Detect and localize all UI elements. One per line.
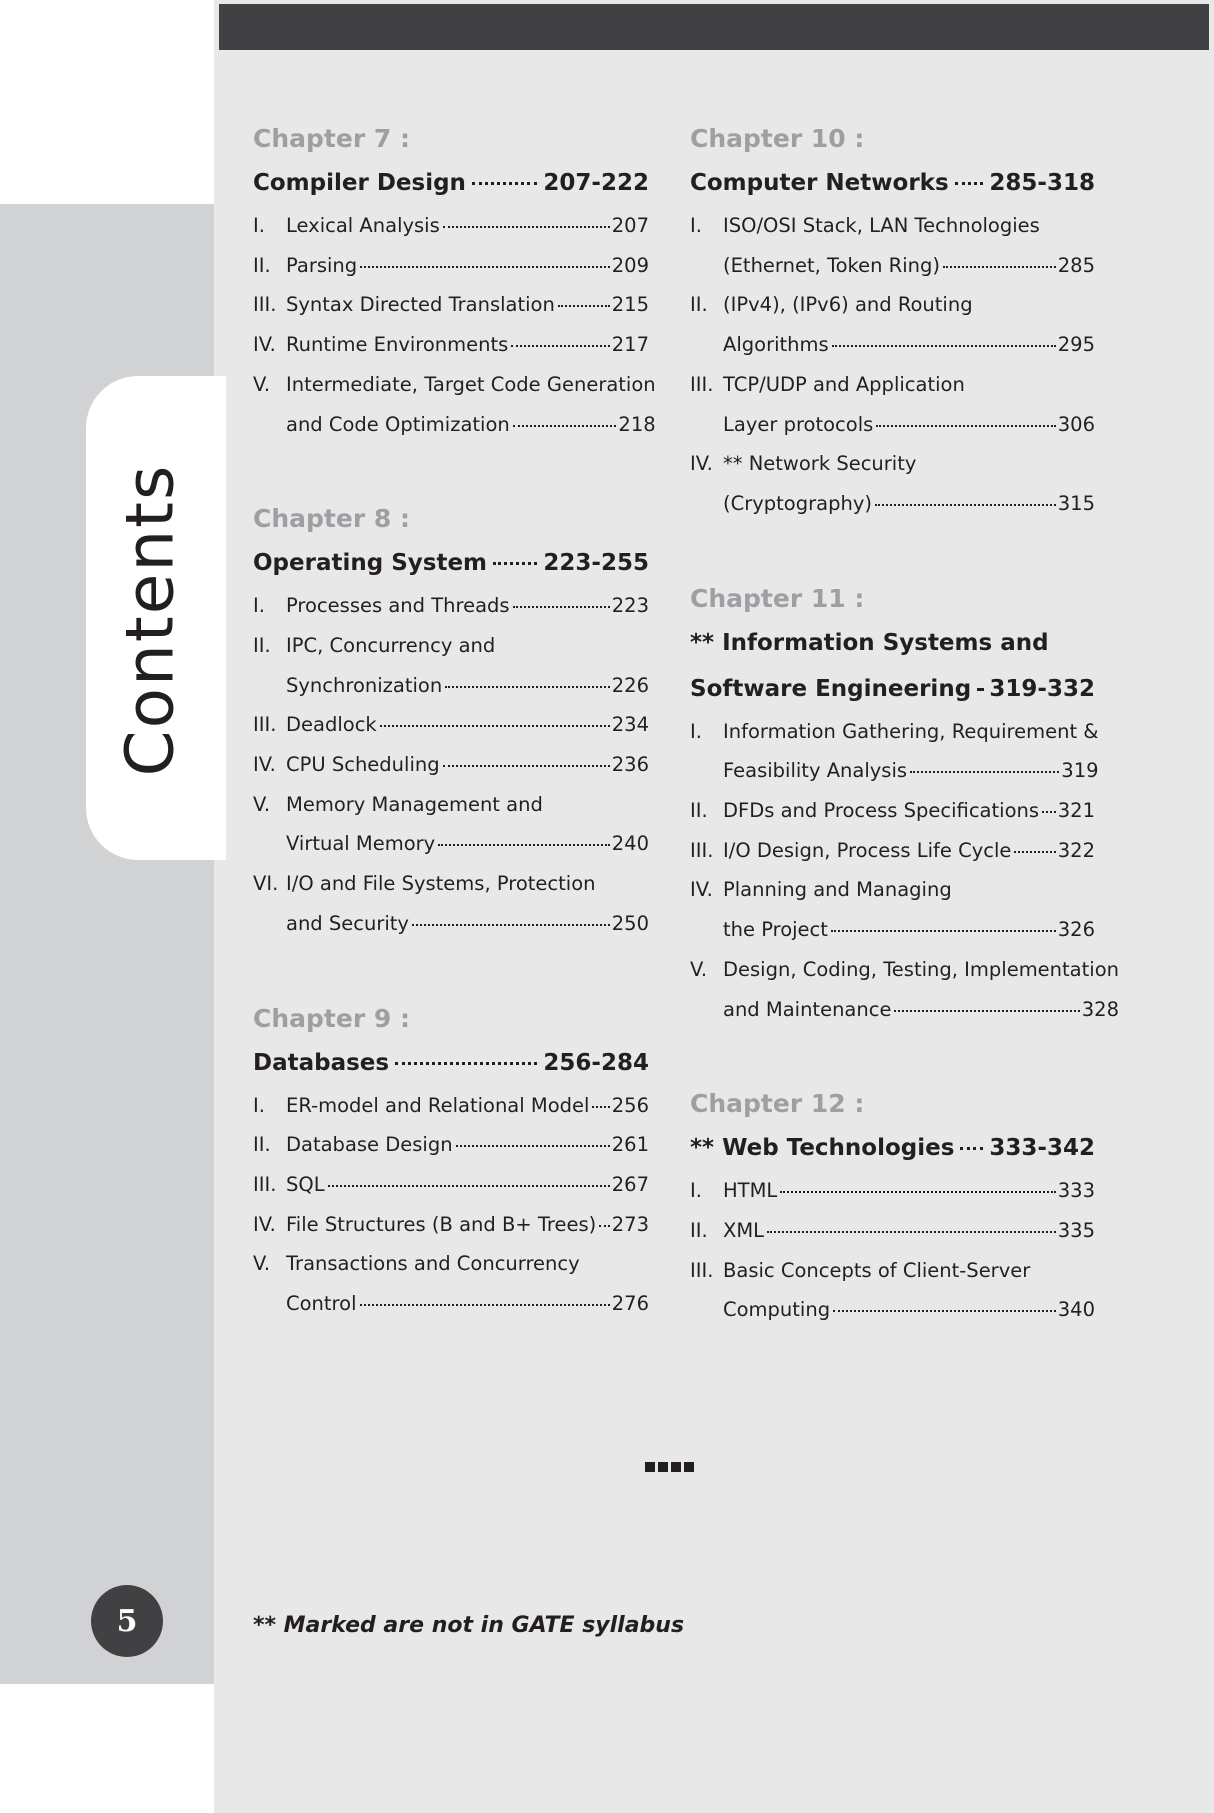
- topic-entry: [253, 1244, 649, 1323]
- chapter-section: [690, 118, 1095, 524]
- topic-text: (IPv4), (IPv6) and Routing: [723, 293, 973, 317]
- topic-page: 328: [1081, 997, 1119, 1021]
- topic-number: I.: [253, 214, 265, 237]
- topic-text: Basic Concepts of Client-Server: [723, 1258, 1031, 1282]
- topic-page: 218: [618, 412, 656, 436]
- topic-body: [286, 864, 649, 943]
- topic-text: Control: [286, 1292, 357, 1316]
- topic-line: [286, 1244, 649, 1284]
- leader-dots: [875, 504, 1056, 506]
- chapter-title-text: ** Web Technologies: [690, 1135, 955, 1162]
- topic-text: Processes and Threads: [286, 594, 510, 618]
- topic-text: IPC, Concurrency and: [286, 633, 496, 657]
- page-range: 285-318: [989, 170, 1095, 196]
- topic-page: 322: [1057, 838, 1095, 862]
- topic-line: [723, 1290, 1095, 1330]
- topic-line: [286, 705, 649, 745]
- square-mark: [658, 1462, 668, 1472]
- topic-page: 226: [611, 673, 649, 697]
- topic-text: and Code Optimization: [286, 412, 510, 436]
- topic-page: 207: [611, 214, 649, 237]
- topic-body: [286, 285, 649, 325]
- topic-text: XML: [723, 1218, 765, 1242]
- topic-entry: [690, 285, 1095, 364]
- chapter-section: [690, 578, 1119, 1030]
- chapter-section: [690, 1083, 1095, 1330]
- topic-text: Design, Coding, Testing, Implementation: [723, 957, 1119, 981]
- leader-dots: [767, 1231, 1056, 1233]
- topic-text: Virtual Memory: [286, 832, 436, 856]
- topic-body: [723, 1171, 1095, 1211]
- topic-page: 315: [1057, 491, 1095, 515]
- topic-text: TCP/UDP and Application: [723, 372, 965, 396]
- square-mark: [645, 1462, 655, 1472]
- topic-number: II.: [253, 1133, 271, 1157]
- header-bar: [219, 4, 1209, 50]
- topic-page: 306: [1057, 412, 1095, 436]
- topic-body: [286, 206, 649, 246]
- leader-dots: [558, 305, 610, 307]
- topic-text: Layer protocols: [723, 412, 874, 436]
- topic-text: Planning and Managing: [723, 878, 952, 902]
- topic-text: File Structures (B and B+ Trees): [286, 1212, 597, 1236]
- topic-number: III.: [253, 293, 277, 317]
- topic-page: 333: [1057, 1179, 1095, 1203]
- topic-body: [723, 950, 1119, 1029]
- topic-entry: [253, 1165, 649, 1205]
- topic-entry: [690, 1211, 1095, 1251]
- topic-entry: [690, 831, 1095, 871]
- topic-body: [723, 1251, 1095, 1330]
- topic-body: [723, 206, 1095, 285]
- topic-line: [723, 831, 1095, 871]
- topic-number: II.: [690, 293, 708, 317]
- leader-dots: [412, 924, 610, 926]
- leader-dots: [832, 345, 1056, 347]
- topic-number: VI.: [253, 872, 279, 896]
- topic-page: 326: [1057, 918, 1095, 942]
- square-mark: [684, 1462, 694, 1472]
- topic-line: [286, 405, 656, 445]
- topic-line: [286, 246, 649, 286]
- topic-line: [723, 751, 1099, 791]
- chapter-title: [690, 1125, 1095, 1171]
- topic-number: III.: [690, 838, 714, 862]
- topic-line: [286, 206, 649, 246]
- topic-line: [723, 712, 1099, 752]
- topic-entry: [253, 246, 649, 286]
- topic-line: [286, 626, 649, 666]
- topic-entry: [690, 870, 1095, 949]
- topic-number: V.: [253, 372, 271, 396]
- topic-text: Intermediate, Target Code Generation: [286, 372, 656, 396]
- topic-line: [286, 1086, 649, 1126]
- topic-entry: [253, 705, 649, 745]
- topic-line: [723, 990, 1119, 1030]
- topic-page: 319: [1061, 759, 1099, 783]
- topic-number: III.: [690, 372, 714, 396]
- topic-line: [723, 484, 1095, 524]
- topic-line: [723, 1211, 1095, 1251]
- topic-body: [286, 1244, 649, 1323]
- leader-dots: [328, 1185, 610, 1187]
- leader-dots: [876, 425, 1055, 427]
- chapter-label: Chapter 12 :: [690, 1089, 865, 1119]
- topic-number: I.: [690, 214, 702, 237]
- leader-dots: [395, 1062, 537, 1065]
- topic-body: [286, 705, 649, 745]
- leader-dots: [910, 771, 1059, 773]
- leader-dots: [599, 1225, 609, 1227]
- topic-text: Lexical Analysis: [286, 214, 440, 237]
- topic-text: Deadlock: [286, 713, 377, 737]
- leader-dots: [513, 606, 610, 608]
- topic-number: I.: [690, 719, 702, 743]
- topic-entry: [690, 1251, 1095, 1330]
- chapter-title: [690, 160, 1095, 206]
- topic-text: Parsing: [286, 253, 358, 277]
- topic-entry: [690, 206, 1095, 285]
- topic-text: ER-model and Relational Model: [286, 1093, 590, 1117]
- chapter-title: [253, 160, 649, 206]
- topic-line: [286, 824, 649, 864]
- leader-dots: [1014, 851, 1055, 853]
- topic-line: [723, 950, 1119, 990]
- right-column: [690, 118, 1119, 1384]
- page-range: 319-332: [989, 675, 1095, 702]
- page-range: 256-284: [543, 1049, 649, 1076]
- leader-dots: [1042, 811, 1056, 813]
- topic-page: 223: [611, 594, 649, 618]
- topic-line: [286, 1205, 649, 1245]
- topic-body: [723, 870, 1095, 949]
- topic-line: [286, 1284, 649, 1324]
- topic-line: [723, 285, 1095, 325]
- topic-entry: [253, 285, 649, 325]
- topic-entry: [253, 864, 649, 943]
- topic-line: [723, 325, 1095, 365]
- page-range: 223-255: [543, 550, 649, 577]
- leader-dots: [360, 1304, 610, 1306]
- topic-page: 240: [611, 832, 649, 856]
- topic-line: [286, 586, 649, 626]
- topic-entry: [690, 950, 1119, 1029]
- page-range: 207-222: [543, 170, 649, 196]
- chapter-section: [253, 998, 649, 1324]
- leader-dots: [943, 266, 1056, 268]
- topic-text: Memory Management and: [286, 792, 543, 816]
- topic-line: [723, 405, 1095, 445]
- topic-number: V.: [253, 792, 271, 816]
- topic-text: SQL: [286, 1172, 325, 1196]
- topic-entry: [253, 206, 649, 246]
- topic-page: 267: [611, 1172, 649, 1196]
- topic-entry: [253, 1205, 649, 1245]
- topic-entry: [253, 785, 649, 864]
- topic-line: [286, 785, 649, 825]
- topic-page: 256: [611, 1093, 649, 1117]
- topic-text: I/O and File Systems, Protection: [286, 872, 596, 896]
- topic-number: III.: [253, 713, 277, 737]
- topic-line: [286, 745, 649, 785]
- topic-line: [286, 365, 656, 405]
- topic-number: II.: [690, 1218, 708, 1242]
- topic-line: [723, 1251, 1095, 1291]
- topic-body: [723, 285, 1095, 364]
- chapter-label: Chapter 9 :: [253, 1003, 410, 1033]
- chapter-label: Chapter 10 :: [690, 124, 865, 153]
- topic-number: IV.: [690, 878, 713, 902]
- topic-text: Algorithms: [723, 333, 829, 357]
- topic-body: [723, 365, 1095, 444]
- page-number-badge: 5: [91, 1585, 163, 1657]
- topic-line: [286, 325, 649, 365]
- topic-text: Feasibility Analysis: [723, 759, 908, 783]
- topic-line: [286, 864, 649, 904]
- topic-text: Syntax Directed Translation: [286, 293, 555, 317]
- left-column: [253, 118, 656, 1378]
- topic-number: IV.: [690, 452, 713, 476]
- leader-dots: [438, 844, 610, 846]
- topic-entry: [690, 365, 1095, 444]
- chapter-label: Chapter 7 :: [253, 124, 410, 153]
- topic-entry: [253, 325, 649, 365]
- chapter-section: [253, 118, 656, 444]
- topic-line: [723, 365, 1095, 405]
- chapter-title-text: Compiler Design: [253, 170, 466, 196]
- topic-entry: [253, 1125, 649, 1165]
- topic-body: [286, 1125, 649, 1165]
- chapter-label: Chapter 8 :: [253, 504, 410, 534]
- chapter-title-text: Computer Networks: [690, 170, 949, 196]
- topic-number: II.: [690, 799, 708, 823]
- topic-text: and Maintenance: [723, 997, 892, 1021]
- topic-page: 335: [1057, 1218, 1095, 1242]
- chapter-title: [253, 540, 649, 586]
- page-range: 333-342: [989, 1135, 1095, 1162]
- topic-body: [286, 626, 649, 705]
- topic-line: [723, 1171, 1095, 1211]
- leader-dots: [472, 182, 537, 185]
- topic-entry: [253, 365, 656, 444]
- topic-line: [286, 666, 649, 706]
- topic-page: 250: [611, 911, 649, 935]
- leader-dots: [380, 725, 610, 727]
- topic-entry: [690, 791, 1095, 831]
- topic-line: [286, 904, 649, 944]
- leader-dots: [513, 425, 617, 427]
- topic-text: and Security: [286, 911, 409, 935]
- topic-page: 295: [1057, 333, 1095, 357]
- topic-text: Runtime Environments: [286, 333, 509, 357]
- leader-dots: [511, 345, 609, 347]
- leader-dots: [493, 562, 537, 565]
- topic-page: 215: [611, 293, 649, 317]
- topic-page: 236: [611, 753, 649, 777]
- topic-text: ** Network Security: [723, 452, 917, 476]
- chapter-title-line: [690, 666, 1095, 712]
- chapter-title-text: Software Engineering: [690, 675, 972, 702]
- leader-dots: [443, 226, 610, 228]
- topic-number: V.: [690, 957, 708, 981]
- topic-line: [723, 791, 1095, 831]
- topic-line: [723, 206, 1095, 246]
- topic-page: 276: [611, 1292, 649, 1316]
- leader-dots: [443, 765, 610, 767]
- topic-text: (Cryptography): [723, 491, 872, 515]
- topic-body: [286, 586, 649, 626]
- topic-page: 340: [1057, 1298, 1095, 1322]
- topic-body: [286, 325, 649, 365]
- topic-text: Transactions and Concurrency: [286, 1252, 580, 1276]
- topic-number: IV.: [253, 333, 276, 357]
- topic-entry: [690, 712, 1099, 791]
- topic-number: III.: [253, 1172, 277, 1196]
- topic-page: 321: [1057, 799, 1095, 823]
- topic-text: (Ethernet, Token Ring): [723, 253, 940, 277]
- topic-body: [723, 1211, 1095, 1251]
- leader-dots: [955, 182, 984, 185]
- topic-body: [723, 791, 1095, 831]
- leader-dots: [831, 930, 1056, 932]
- topic-entry: [690, 1171, 1095, 1211]
- topic-text: the Project: [723, 918, 828, 942]
- topic-page: 217: [611, 333, 649, 357]
- topic-line: [723, 910, 1095, 950]
- topic-body: [286, 1205, 649, 1245]
- topic-number: II.: [253, 633, 271, 657]
- chapter-title-text: Operating System: [253, 550, 488, 577]
- topic-body: [286, 1165, 649, 1205]
- topic-number: IV.: [253, 1212, 276, 1236]
- topic-entry: [253, 745, 649, 785]
- topic-page: 285: [1057, 253, 1095, 277]
- footnote: ** Marked are not in GATE syllabus: [253, 1613, 685, 1638]
- leader-dots: [456, 1145, 610, 1147]
- topic-body: [286, 785, 649, 864]
- topic-text: CPU Scheduling: [286, 753, 440, 777]
- topic-line: [723, 444, 1095, 484]
- topic-text: Computing: [723, 1298, 831, 1322]
- leader-dots: [833, 1310, 1056, 1312]
- leader-dots: [780, 1191, 1056, 1193]
- chapter-title-text: Databases: [253, 1049, 390, 1076]
- topic-page: 209: [611, 253, 649, 277]
- square-mark: [671, 1462, 681, 1472]
- topic-text: DFDs and Process Specifications: [723, 799, 1040, 823]
- topic-body: [286, 1086, 649, 1126]
- topic-number: IV.: [253, 753, 276, 777]
- topic-page: 261: [611, 1133, 649, 1157]
- topic-line: [286, 1165, 649, 1205]
- topic-text: I/O Design, Process Life Cycle: [723, 838, 1012, 862]
- topic-page: 273: [611, 1212, 649, 1236]
- chapter-title-line: ** Information Systems and: [690, 629, 1049, 656]
- topic-body: [286, 365, 656, 444]
- topic-number: III.: [690, 1258, 714, 1282]
- topic-text: Information Gathering, Requirement &: [723, 719, 1099, 743]
- end-marks: [645, 1462, 694, 1472]
- topic-body: [723, 444, 1095, 523]
- chapter-title: [253, 1040, 649, 1086]
- leader-dots: [360, 266, 610, 268]
- topic-entry: [253, 1086, 649, 1126]
- leader-dots: [960, 1147, 983, 1150]
- topic-entry: [253, 626, 649, 705]
- chapter-label: Chapter 11 :: [690, 583, 865, 613]
- leader-dots: [894, 1010, 1079, 1012]
- topic-line: [286, 1125, 649, 1165]
- chapter-section: [253, 498, 649, 943]
- topic-line: [723, 870, 1095, 910]
- leader-dots: [592, 1106, 609, 1108]
- topic-body: [723, 712, 1099, 791]
- chapter-title: [690, 620, 1095, 712]
- topic-text: Database Design: [286, 1133, 453, 1157]
- topic-entry: [253, 586, 649, 626]
- topic-number: I.: [253, 594, 265, 618]
- topic-number: I.: [690, 1179, 702, 1203]
- topic-text: Synchronization: [286, 673, 443, 697]
- topic-body: [286, 745, 649, 785]
- topic-number: II.: [253, 253, 271, 277]
- leader-dots: [445, 686, 610, 688]
- topic-body: [286, 246, 649, 286]
- contents-heading: Contents: [111, 463, 189, 777]
- leader-dots: [977, 688, 983, 691]
- topic-page: 234: [611, 713, 649, 737]
- topic-number: V.: [253, 1252, 271, 1276]
- topic-body: [723, 831, 1095, 871]
- topic-number: I.: [253, 1093, 265, 1117]
- topic-entry: [690, 444, 1095, 523]
- topic-line: [286, 285, 649, 325]
- topic-text: HTML: [723, 1179, 778, 1203]
- topic-text: ISO/OSI Stack, LAN Technologies: [723, 214, 1040, 237]
- topic-line: [723, 246, 1095, 286]
